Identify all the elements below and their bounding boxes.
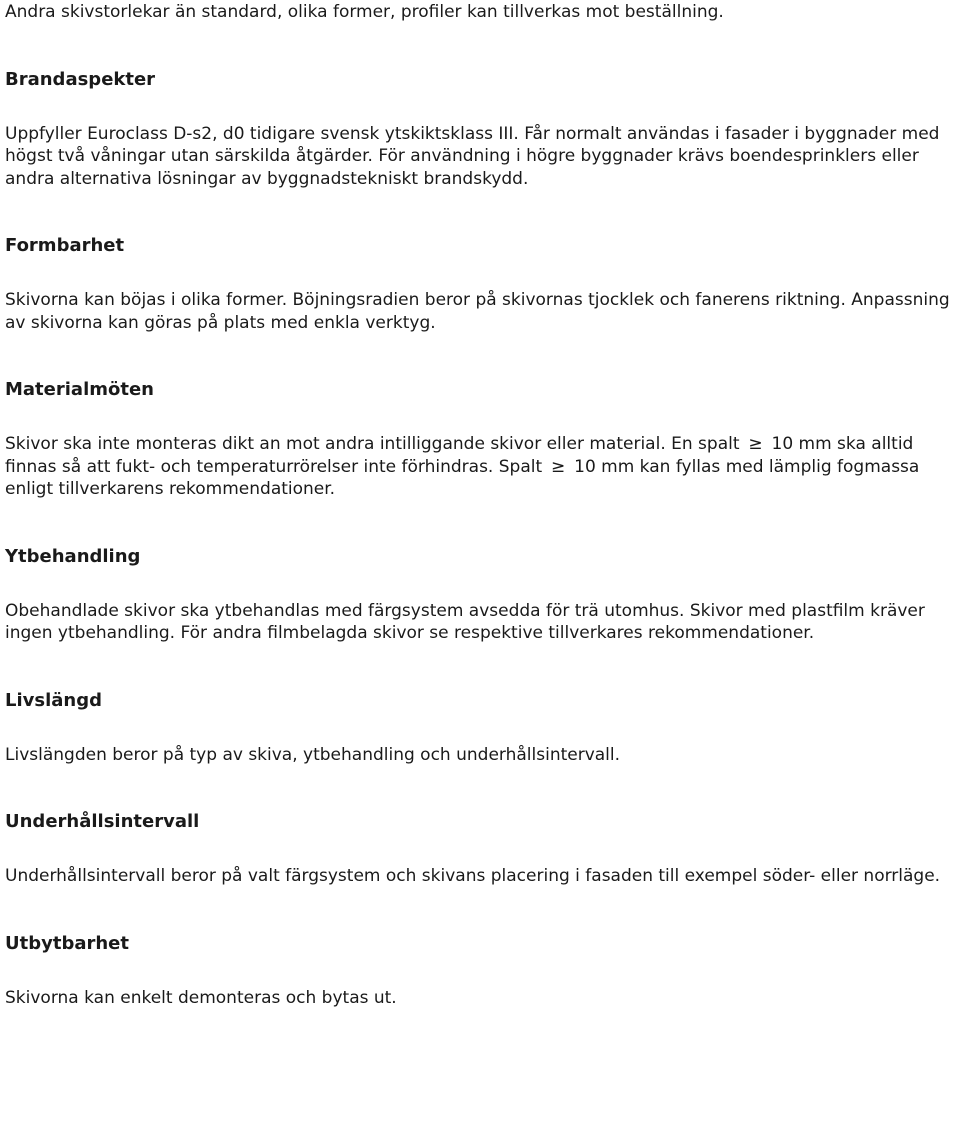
materialmoten-text-3: 10 mm kan fyllas med lämplig fogmassa enligt tillverkarens rekommendationer.: [5, 456, 920, 499]
heading-utbytbarhet: Utbytbarhet: [5, 932, 129, 954]
paragraph-underhallsintervall: Underhållsintervall beror på valt färgsystem och skivans placering i fasaden till exempel söder- eller norrläge.: [5, 866, 941, 886]
intro-paragraph: Andra skivstorlekar än standard, olika former, profiler kan tillverkas mot beställning.: [5, 2, 724, 22]
paragraph-utbytbarhet: Skivorna kan enkelt demonteras och bytas ut.: [5, 987, 397, 1008]
paragraph-ytbehandling: Obehandlade skivor ska ytbehandlas med färgsystem avsedda för trä utomhus. Skivor med plastfilm kräver ingen ytbehandling. För andra filmbelagda skivor se respektive tillverkares rekommendationer.: [5, 600, 925, 643]
paragraph-materialmoten: [5, 433, 955, 501]
heading-brandaspekter: Brandaspekter: [5, 68, 156, 90]
materialmoten-text-1: Skivor ska inte monteras dikt an mot andra intilliggande skivor eller material. En spalt: [5, 434, 740, 454]
heading-materialmoten: Materialmöten: [5, 379, 154, 400]
greater-or-equal-symbol: ≥: [551, 456, 566, 477]
heading-ytbehandling: Ytbehandling: [5, 545, 141, 567]
paragraph-livslangd: Livslängden beror på typ av skiva, ytbehandling och underhållsintervall.: [5, 744, 621, 765]
heading-livslangd: Livslängd: [5, 689, 102, 711]
document-body: [5, 0, 955, 1009]
paragraph-formbarhet: Skivorna kan böjas i olika former. Böjningsradien beror på skivornas tjocklek och fanerens riktning. Anpassning av skivorna kan göras på plats med enkla verktyg.: [5, 290, 950, 333]
paragraph-brandaspekter: Uppfyller Euroclass D-s2, d0 tidigare svensk ytskiktsklass III. Får normalt användas i fasader i byggnader med högst två våningar utan särskilda åtgärder. För användning i högre byggnader krävs boendesprinklers eller andra alternativa lösningar av byggnadstekniskt brandskydd.: [5, 123, 940, 189]
heading-formbarhet: Formbarhet: [5, 235, 125, 256]
heading-underhallsintervall: Underhållsintervall: [5, 811, 200, 832]
materialmoten-text-2: 10 mm ska alltid finnas så att fukt- och temperaturrörelser inte förhindras. Spalt: [5, 434, 914, 477]
greater-or-equal-symbol: ≥: [748, 434, 763, 454]
